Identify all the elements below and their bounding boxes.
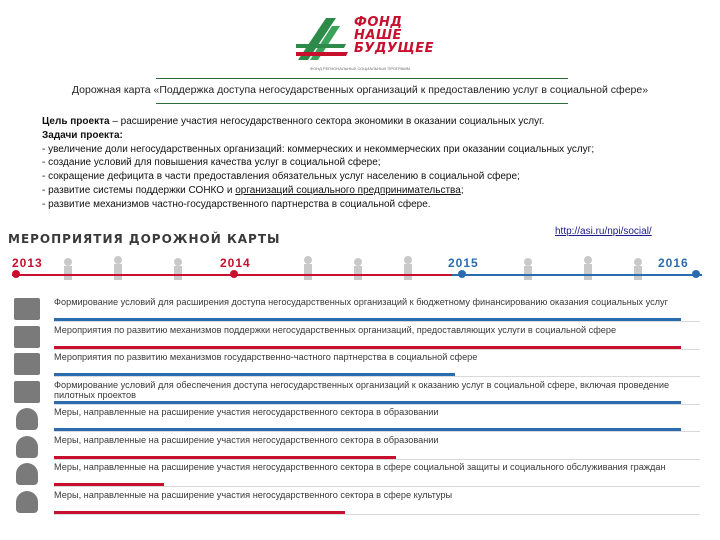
section-title: МЕРОПРИЯТИЯ ДОРОЖНОЙ КАРТЫ bbox=[8, 232, 281, 246]
sonko-link-text: организаций социального предпринимательства bbox=[235, 184, 461, 196]
goal-text: – расширение участия негосударственного сектора экономики в оказании социальных услуг. bbox=[109, 116, 545, 127]
roadmap-row-bar bbox=[54, 373, 455, 376]
calculator-icon bbox=[14, 381, 40, 403]
roadmap-row-text: Меры, направленные на расширение участия негосударственного сектора в образовании bbox=[54, 434, 439, 445]
person-icon bbox=[16, 463, 38, 485]
project-goals bbox=[42, 115, 712, 212]
logo-wordmark: ФОНД НАШЕ БУДУЩЕЕ bbox=[354, 15, 435, 56]
roadmap-row bbox=[8, 406, 708, 434]
year-2015: 2015 bbox=[448, 256, 479, 270]
timeline-marker bbox=[692, 270, 700, 278]
roadmap-timeline bbox=[8, 248, 708, 296]
goal-label: Цель проекта bbox=[42, 116, 110, 127]
roadmap-row-text: Формирование условий для расширения доступа негосударственных организаций к бюджетному финансированию оказания социальных услуг bbox=[54, 297, 668, 307]
crowd-silhouette-icon bbox=[8, 248, 708, 296]
person-icon bbox=[16, 436, 38, 458]
roadmap-row-bar bbox=[54, 401, 681, 404]
timeline-marker bbox=[230, 270, 238, 278]
task-item: - развитие механизмов частно-государственного партнерства в социальной сфере. bbox=[42, 198, 431, 210]
fund-logo bbox=[296, 14, 435, 74]
task-item: - увеличение доли негосударственных организаций: коммерческих и некоммерческих при оказании социальных услуг; bbox=[42, 143, 595, 155]
roadmap-row-bar bbox=[54, 428, 681, 431]
person-icon bbox=[16, 408, 38, 430]
roadmap-row bbox=[8, 296, 708, 324]
roadmap-row-text: Мероприятия по развитию механизмов поддержки негосударственных организаций, предоставляющих услуги в социальной сфере bbox=[54, 324, 617, 335]
year-2014: 2014 bbox=[220, 256, 251, 270]
source-link[interactable]: http://asi.ru/npi/social/ bbox=[555, 226, 652, 237]
timeline-marker bbox=[458, 270, 466, 278]
roadmap-row-text: Меры, направленные на расширение участия негосударственного сектора в сфере культуры bbox=[54, 489, 453, 500]
roadmap-row-text: Меры, направленные на расширение участия негосударственного сектора в образовании bbox=[54, 407, 439, 417]
year-2013: 2013 bbox=[12, 256, 43, 270]
roadmap-row bbox=[8, 379, 708, 407]
task-item: - сокращение дефицита в части предоставления обязательных услуг населению в социальной сфере; bbox=[42, 171, 520, 183]
roadmap-row bbox=[8, 351, 708, 379]
roadmap-row-text: Мероприятия по развитию механизмов государственно-частного партнерства в социальной сфере bbox=[54, 352, 478, 362]
timeline-marker bbox=[12, 270, 20, 278]
title-rule-top bbox=[156, 78, 568, 79]
timeline-line-blue bbox=[452, 274, 702, 276]
person-icon bbox=[16, 491, 38, 513]
roadmap-row-bar bbox=[54, 456, 396, 459]
roadmap-row-text: Формирование условий для обеспечения доступа негосударственных организаций к оказанию услуг в социальной сфере, включая проведение пилотных проектов bbox=[54, 379, 670, 400]
roadmap-rows bbox=[8, 296, 708, 516]
roadmap-row bbox=[8, 434, 708, 462]
task-item: - развитие системы поддержки СОНКО и организаций социального предпринимательства; bbox=[42, 184, 464, 196]
roadmap-row-text: Меры, направленные на расширение участия негосударственного сектора в сфере социальной защиты и социального обслуживания граждан bbox=[54, 462, 666, 472]
year-2016: 2016 bbox=[658, 256, 689, 270]
tasks-heading: Задачи проекта: bbox=[42, 129, 123, 141]
roadmap-row-bar bbox=[54, 511, 345, 514]
roadmap-row-bar bbox=[54, 318, 681, 321]
document-icon bbox=[14, 298, 40, 320]
logo-subtitle: ФОНД РЕГИОНАЛЬНЫХ СОЦИАЛЬНЫХ ПРОГРАММ bbox=[310, 66, 410, 71]
roadmap-row bbox=[8, 324, 708, 352]
roadmap-row-bar bbox=[54, 346, 681, 349]
roadmap-row bbox=[8, 461, 708, 489]
task-item: - создание условий для повышения качества услуг в социальной сфере; bbox=[42, 157, 381, 169]
page-title: Дорожная карта «Поддержка доступа негосударственных организаций к предоставлению услуг в социальной сфере» bbox=[71, 84, 649, 96]
goal-line bbox=[42, 115, 712, 129]
logo-stripes-icon bbox=[296, 14, 356, 64]
roadmap-row-bar bbox=[54, 483, 164, 486]
title-rule-bottom bbox=[156, 103, 568, 104]
roadmap-row bbox=[8, 489, 708, 517]
building-icon bbox=[14, 326, 40, 348]
building-icon bbox=[14, 353, 40, 375]
